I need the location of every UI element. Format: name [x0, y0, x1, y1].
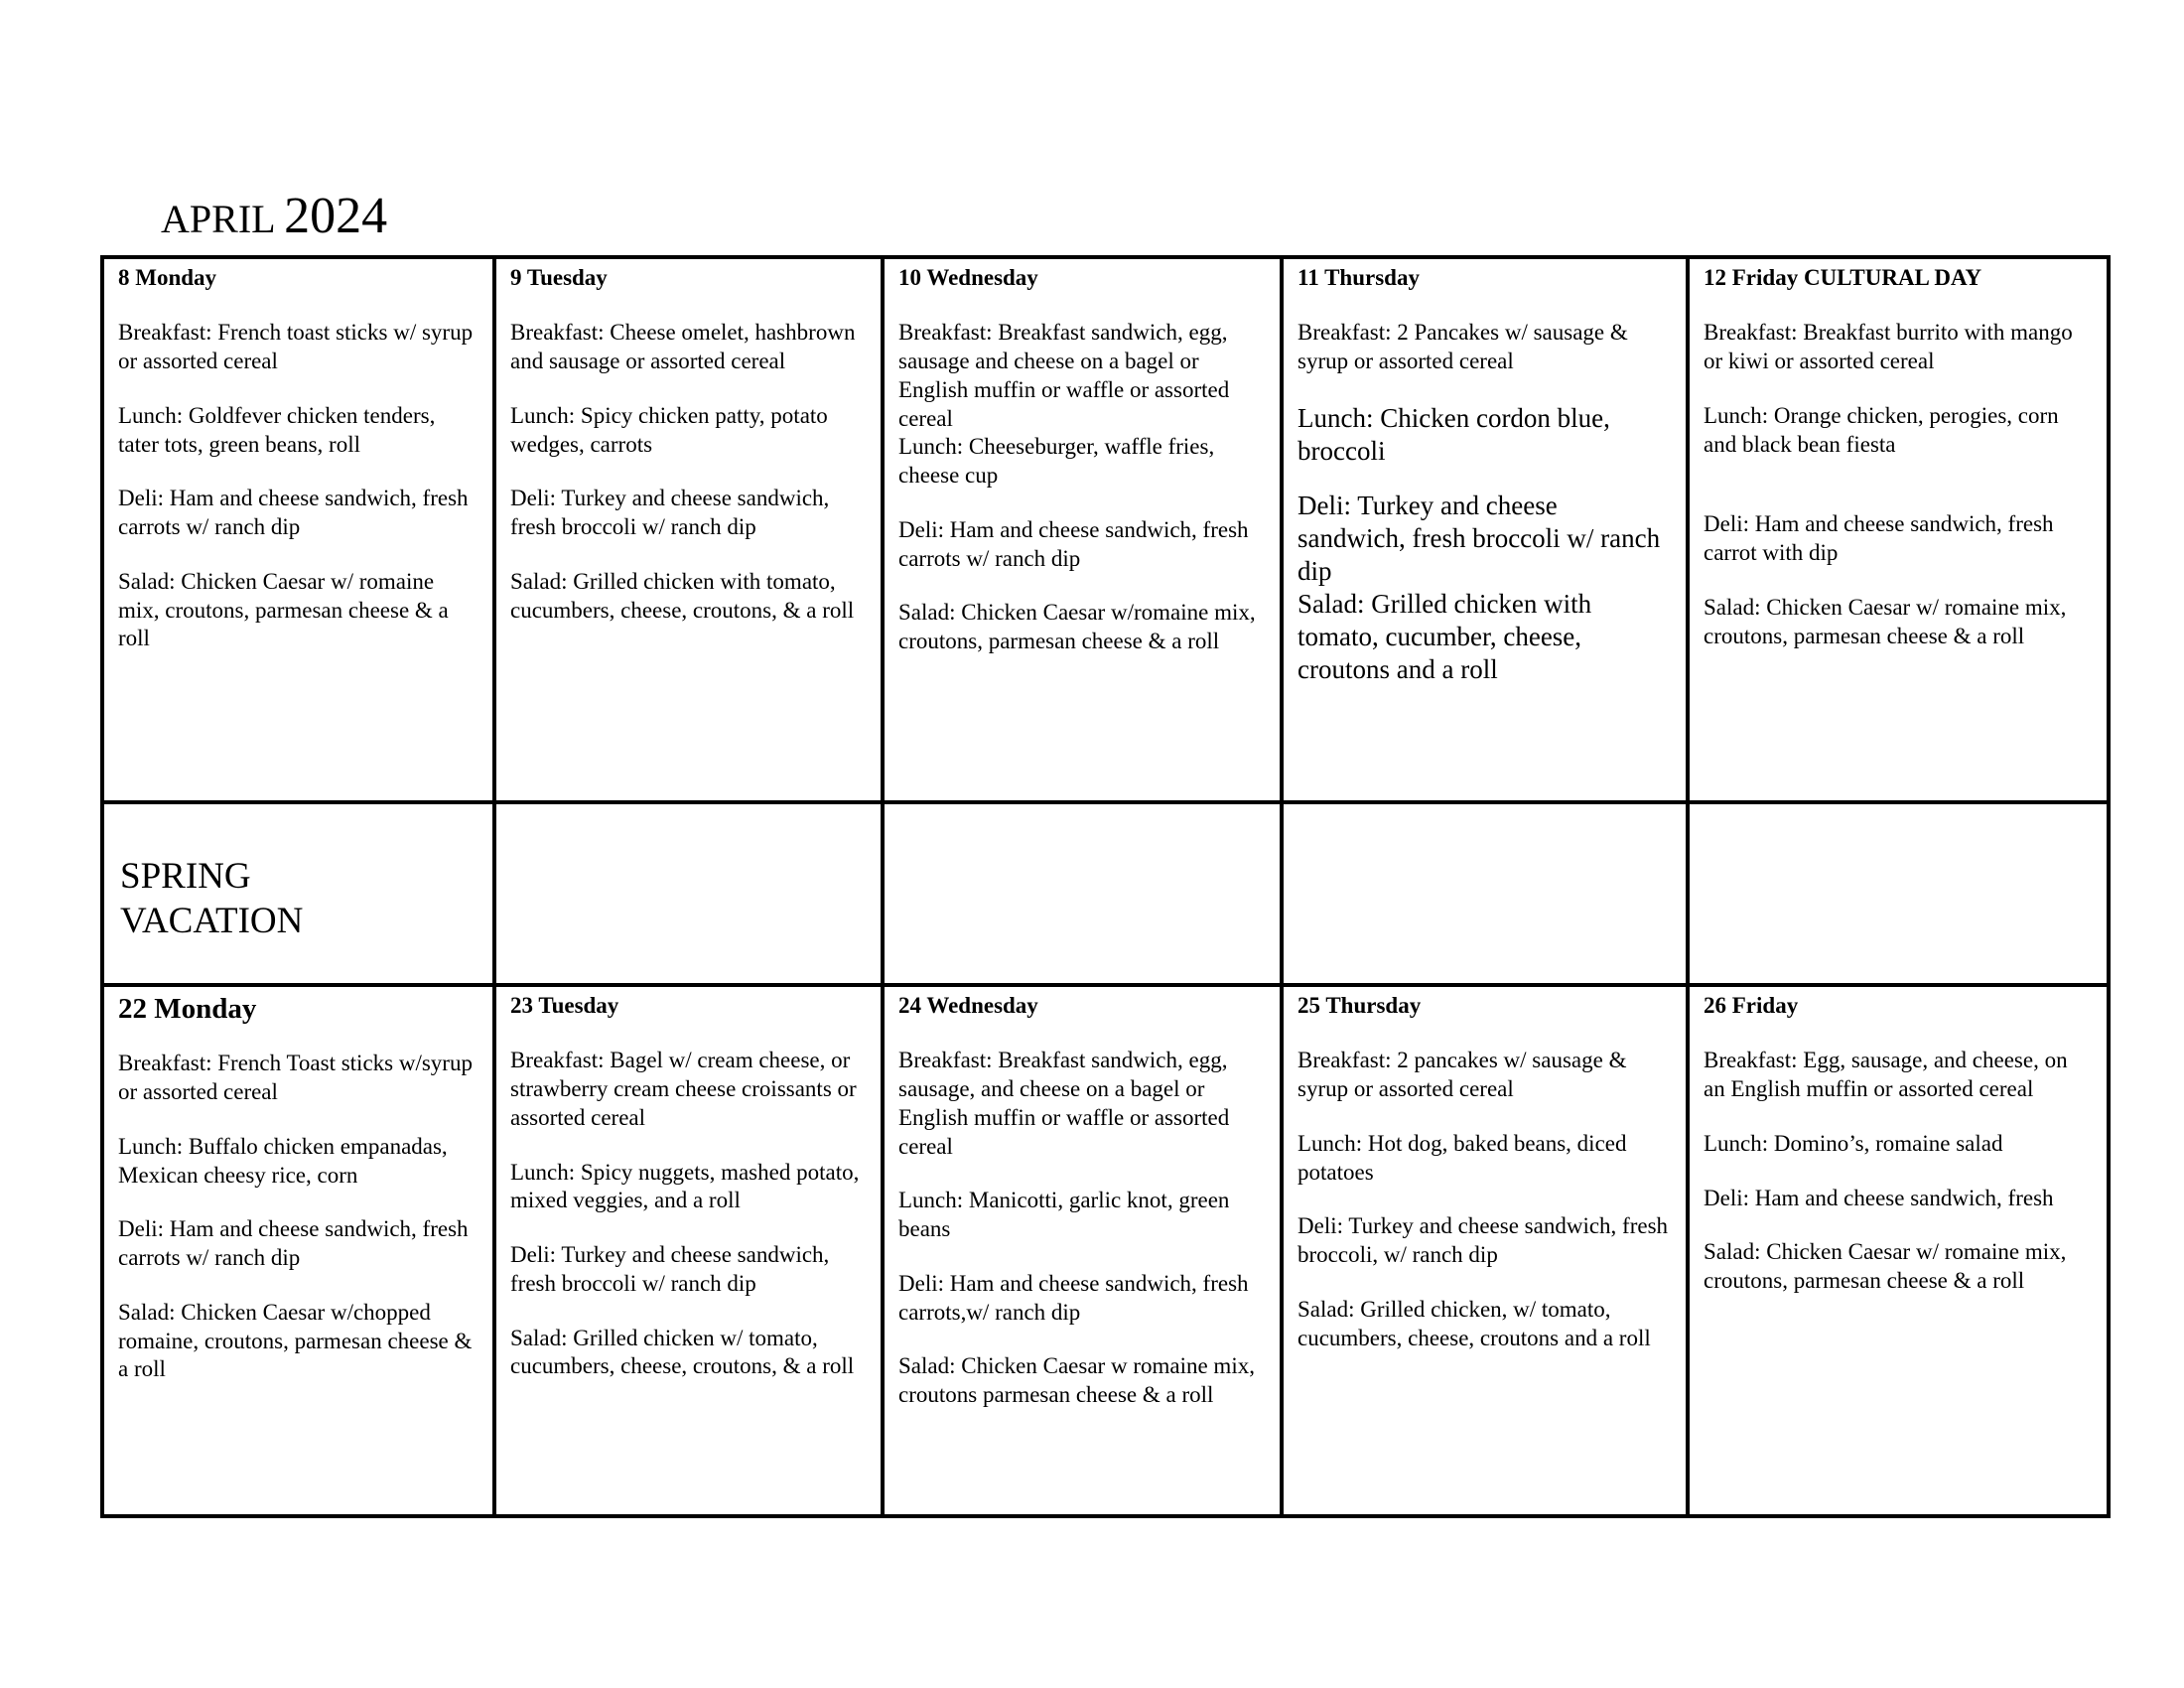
salad-item: Salad: Chicken Caesar w/ romaine mix, croutons, parmesan cheese & a roll [1704, 1239, 2067, 1294]
day-cell [1282, 257, 1688, 802]
salad-item: Salad: Chicken Caesar w/ romaine mix, croutons, parmesan cheese & a roll [118, 568, 449, 651]
day-heading: 25 Thursday [1297, 993, 1422, 1018]
deli-item: Deli: Turkey and cheese sandwich, fresh broccoli, w/ ranch dip [1297, 1213, 1669, 1268]
breakfast-item: Breakfast: French Toast sticks w/syrup or assorted cereal [118, 1051, 473, 1105]
deli-item: Deli: Ham and cheese sandwich, fresh carrots,w/ ranch dip [898, 1270, 1249, 1325]
salad-item: Salad: Grilled chicken with tomato, cucumbers, cheese, croutons, & a roll [510, 568, 855, 623]
breakfast-item: Breakfast: 2 pancakes w/ sausage & syrup or assorted cereal [1297, 1048, 1627, 1102]
day-heading: 23 Tuesday [510, 993, 619, 1018]
breakfast-item: Breakfast: French toast sticks w/ syrup or assorted cereal [118, 320, 474, 374]
vacation-cell [102, 802, 494, 985]
breakfast-item: Breakfast: Cheese omelet, hashbrown and sausage or assorted cereal [510, 320, 856, 374]
day-cell [102, 985, 494, 1516]
deli-item: Deli: Turkey and cheese sandwich, fresh broccoli w/ ranch dip [1297, 490, 1661, 586]
day-cell [883, 985, 1282, 1516]
deli-item: Deli: Ham and cheese sandwich, fresh [1704, 1185, 2054, 1210]
day-heading: 11 Thursday [1297, 265, 1420, 290]
vacation-line: SPRING [120, 856, 251, 897]
day-cell [102, 257, 494, 802]
day-heading: 26 Friday [1704, 993, 1799, 1018]
vacation-label [104, 804, 492, 943]
lunch-item: Lunch: Chicken cordon blue, broccoli [1297, 402, 1610, 466]
day-cell [494, 257, 883, 802]
empty-cell [1688, 802, 2109, 985]
vacation-row [102, 802, 2109, 985]
deli-item: Deli: Turkey and cheese sandwich, fresh broccoli w/ ranch dip [510, 1242, 830, 1296]
lunch-item: Lunch: Domino’s, romaine salad [1704, 1130, 2003, 1156]
deli-item: Deli: Ham and cheese sandwich, fresh carrots w/ ranch dip [898, 516, 1249, 571]
salad-item: Salad: Grilled chicken, w/ tomato, cucumbers, cheese, croutons and a roll [1297, 1296, 1651, 1350]
breakfast-item: Breakfast: Breakfast sandwich, egg, sausage, and cheese on a bagel or English muffin or waffle or assorted cereal [898, 1048, 1230, 1159]
day-cell [1282, 985, 1688, 1516]
day-heading: 12 Friday CULTURAL DAY [1704, 265, 1982, 290]
day-cell [494, 985, 883, 1516]
breakfast-item: Breakfast: Breakfast burrito with mango or kiwi or assorted cereal [1704, 320, 2073, 374]
breakfast-item: Breakfast: Egg, sausage, and cheese, on an English muffin or assorted cereal [1704, 1048, 2068, 1102]
lunch-item: Lunch: Spicy nuggets, mashed potato, mixed veggies, and a roll [510, 1159, 860, 1213]
menu-calendar [100, 255, 2111, 1518]
salad-item: Salad: Chicken Caesar w romaine mix, croutons parmesan cheese & a roll [898, 1353, 1255, 1408]
day-heading: 9 Tuesday [510, 265, 608, 290]
deli-item: Deli: Ham and cheese sandwich, fresh carrots w/ ranch dip [118, 486, 469, 540]
day-heading: 24 Wednesday [898, 993, 1038, 1018]
day-cell [883, 257, 1282, 802]
deli-item: Deli: Ham and cheese sandwich, fresh carrots w/ ranch dip [118, 1216, 469, 1271]
day-cell [1688, 985, 2109, 1516]
deli-item: Deli: Ham and cheese sandwich, fresh carrot with dip [1704, 511, 2054, 566]
salad-item: Salad: Chicken Caesar w/chopped romaine, croutons, parmesan cheese & a roll [118, 1299, 473, 1382]
salad-item: Salad: Grilled chicken w/ tomato, cucumbers, cheese, croutons, & a roll [510, 1325, 855, 1379]
week-row [102, 257, 2109, 802]
page-title [161, 188, 388, 244]
lunch-item: Lunch: Manicotti, garlic knot, green beans [898, 1188, 1230, 1242]
salad-item: Salad: Chicken Caesar w/romaine mix, croutons, parmesan cheese & a roll [898, 600, 1256, 654]
vacation-line: VACATION [120, 901, 304, 942]
day-heading: 22 Monday [118, 993, 257, 1025]
day-cell [1688, 257, 2109, 802]
lunch-item: Lunch: Cheeseburger, waffle fries, cheese cup [898, 434, 1215, 489]
breakfast-item: Breakfast: 2 Pancakes w/ sausage & syrup or assorted cereal [1297, 320, 1628, 374]
lunch-item: Lunch: Orange chicken, perogies, corn and black bean fiesta [1704, 402, 2059, 457]
empty-cell [494, 802, 883, 985]
breakfast-item: Breakfast: Breakfast sandwich, egg, sausage and cheese on a bagel or English muffin or waffle or assorted cereal [898, 320, 1230, 431]
breakfast-item: Breakfast: Bagel w/ cream cheese, or strawberry cream cheese croissants or assorted cereal [510, 1048, 857, 1130]
day-heading: 8 Monday [118, 265, 217, 290]
salad-item: Salad: Grilled chicken with tomato, cucumber, cheese, croutons and a roll [1297, 588, 1592, 684]
deli-item: Deli: Turkey and cheese sandwich, fresh broccoli w/ ranch dip [510, 486, 830, 540]
day-heading: 10 Wednesday [898, 265, 1038, 290]
empty-cell [883, 802, 1282, 985]
salad-item: Salad: Chicken Caesar w/ romaine mix, croutons, parmesan cheese & a roll [1704, 594, 2067, 648]
lunch-item: Lunch: Spicy chicken patty, potato wedges, carrots [510, 402, 828, 457]
empty-cell [1282, 802, 1688, 985]
title-month: APRIL [161, 197, 275, 241]
title-year: 2024 [284, 188, 388, 244]
lunch-item: Lunch: Hot dog, baked beans, diced potatoes [1297, 1130, 1627, 1185]
lunch-item: Lunch: Goldfever chicken tenders, tater tots, green beans, roll [118, 402, 436, 457]
week-row [102, 985, 2109, 1516]
lunch-item: Lunch: Buffalo chicken empanadas, Mexican cheesy rice, corn [118, 1133, 448, 1188]
